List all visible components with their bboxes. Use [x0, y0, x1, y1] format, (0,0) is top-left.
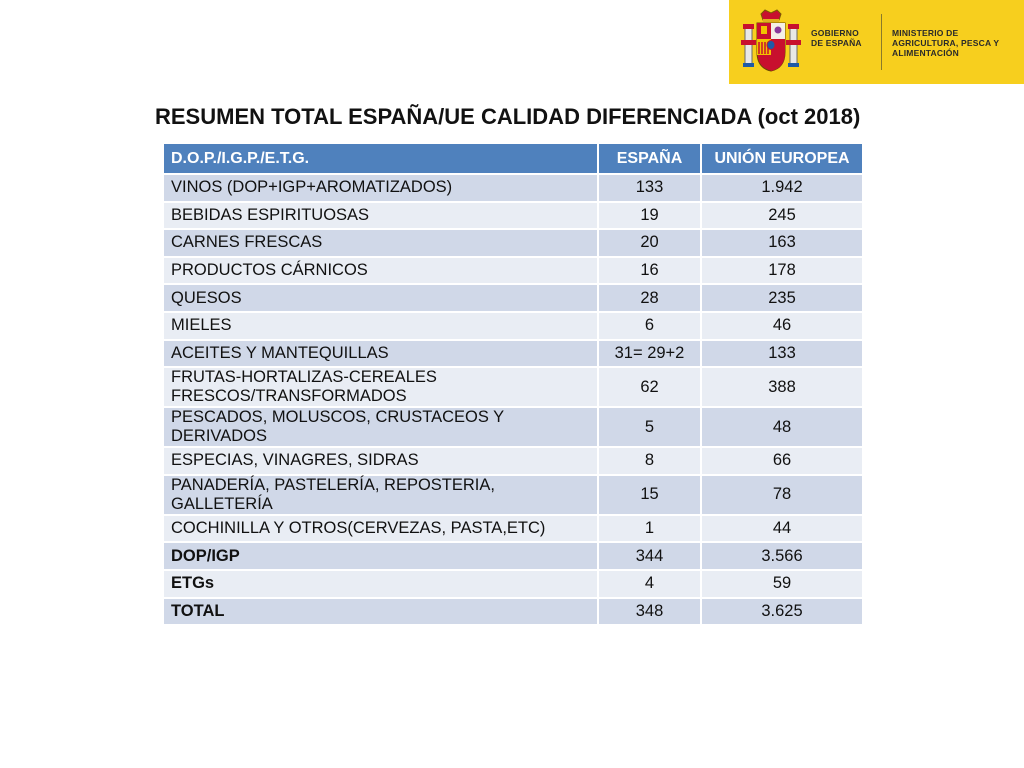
- category-cell: FRUTAS-HORTALIZAS-CEREALES FRESCOS/TRANSFORMADOS: [163, 367, 598, 407]
- column-header-category: D.O.P./I.G.P./E.T.G.: [163, 143, 598, 174]
- category-cell: ETGs: [163, 570, 598, 598]
- category-cell: MIELES: [163, 312, 598, 340]
- spain-value-cell: 6: [598, 312, 701, 340]
- eu-value-cell: 388: [701, 367, 863, 407]
- eu-value-cell: 245: [701, 202, 863, 230]
- spain-value-cell: 8: [598, 447, 701, 475]
- eu-value-cell: 66: [701, 447, 863, 475]
- category-cell: PANADERÍA, PASTELERÍA, REPOSTERIA, GALLETERÍA: [163, 475, 598, 515]
- spain-value-cell: 4: [598, 570, 701, 598]
- eu-value-cell: 46: [701, 312, 863, 340]
- spain-value-cell: 5: [598, 407, 701, 447]
- banner-divider: [881, 14, 882, 70]
- table-row: [163, 312, 863, 340]
- eu-value-cell: 178: [701, 257, 863, 285]
- eu-value-cell: 3.625: [701, 598, 863, 626]
- table-header-row: [163, 143, 863, 174]
- spain-value-cell: 20: [598, 229, 701, 257]
- spain-value-cell: 344: [598, 542, 701, 570]
- eu-value-cell: 44: [701, 515, 863, 543]
- table-row: [163, 202, 863, 230]
- ministry-name: MINISTERIO DE AGRICULTURA, PESCA Y ALIMENTACIÓN: [892, 28, 1000, 58]
- category-cell: ESPECIAS, VINAGRES, SIDRAS: [163, 447, 598, 475]
- table-row: [163, 515, 863, 543]
- government-banner: [729, 0, 1024, 84]
- category-cell: QUESOS: [163, 284, 598, 312]
- quality-summary-table: [162, 142, 864, 626]
- spain-value-cell: 31= 29+2: [598, 340, 701, 368]
- category-cell: DOP/IGP: [163, 542, 598, 570]
- column-header-spain: ESPAÑA: [598, 143, 701, 174]
- spain-value-cell: 15: [598, 475, 701, 515]
- table-row: [163, 407, 863, 447]
- column-header-eu: UNIÓN EUROPEA: [701, 143, 863, 174]
- table-row: [163, 229, 863, 257]
- coat-of-arms-icon: [741, 8, 801, 74]
- table-row: [163, 367, 863, 407]
- category-cell: PESCADOS, MOLUSCOS, CRUSTACEOS Y DERIVADOS: [163, 407, 598, 447]
- table-row: [163, 447, 863, 475]
- eu-value-cell: 48: [701, 407, 863, 447]
- category-cell: COCHINILLA Y OTROS(CERVEZAS, PASTA,ETC): [163, 515, 598, 543]
- spain-value-cell: 348: [598, 598, 701, 626]
- subtotal-row-etgs: [163, 570, 863, 598]
- category-cell: BEBIDAS ESPIRITUOSAS: [163, 202, 598, 230]
- table-row: [163, 475, 863, 515]
- table-row: [163, 284, 863, 312]
- spain-value-cell: 1: [598, 515, 701, 543]
- spain-value-cell: 19: [598, 202, 701, 230]
- eu-value-cell: 59: [701, 570, 863, 598]
- spain-value-cell: 16: [598, 257, 701, 285]
- spain-value-cell: 28: [598, 284, 701, 312]
- category-cell: ACEITES Y MANTEQUILLAS: [163, 340, 598, 368]
- page-title: RESUMEN TOTAL ESPAÑA/UE CALIDAD DIFERENCIADA (oct 2018): [155, 104, 861, 129]
- category-cell: CARNES FRESCAS: [163, 229, 598, 257]
- category-cell: VINOS (DOP+IGP+AROMATIZADOS): [163, 174, 598, 202]
- eu-value-cell: 133: [701, 340, 863, 368]
- total-row: [163, 598, 863, 626]
- government-name: GOBIERNO DE ESPAÑA: [811, 28, 862, 48]
- category-cell: TOTAL: [163, 598, 598, 626]
- eu-value-cell: 235: [701, 284, 863, 312]
- spain-value-cell: 62: [598, 367, 701, 407]
- spain-value-cell: 133: [598, 174, 701, 202]
- table-row: [163, 257, 863, 285]
- eu-value-cell: 1.942: [701, 174, 863, 202]
- eu-value-cell: 3.566: [701, 542, 863, 570]
- eu-value-cell: 78: [701, 475, 863, 515]
- category-cell: PRODUCTOS CÁRNICOS: [163, 257, 598, 285]
- eu-value-cell: 163: [701, 229, 863, 257]
- table-row: [163, 340, 863, 368]
- table-row: [163, 174, 863, 202]
- subtotal-row-dop-igp: [163, 542, 863, 570]
